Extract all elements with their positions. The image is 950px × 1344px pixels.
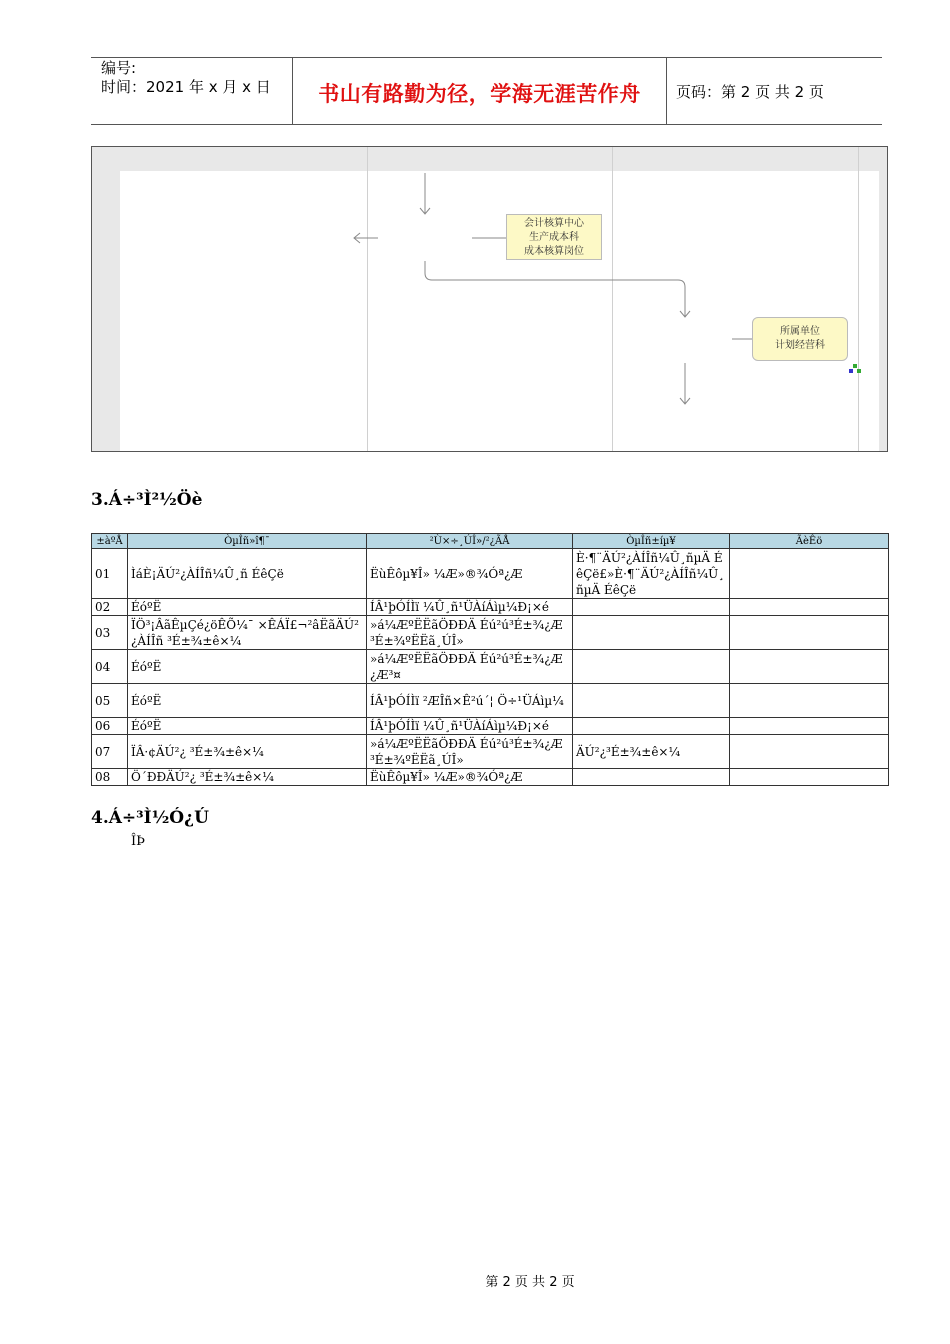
box-line: 计划经营科 xyxy=(775,340,825,351)
table-cell: ÉóºË xyxy=(128,718,367,735)
document-time-label: 时间：2021 年 x 月 x 日 xyxy=(101,78,271,96)
table-cell: »á¼ÆºËËãÖÐÐÄ Éú²ú³É±¾¿Æ ¿Æ³¤ xyxy=(367,650,573,684)
table-cell: Ö´ÐÐÄÚ²¿ ³É±¾±ê×¼ xyxy=(128,769,367,786)
table-cell: ÏÖ³¡ÂãÊµÇé¿öÊÕ¼¯ ×ÊÁÏ£¬²âËãÄÚ²¿ÀÍÎñ ³É±¾±ê×¼ xyxy=(128,616,367,650)
table-cell: 03 xyxy=(92,616,128,650)
column-header: ÒµÎñ±íµ¥ xyxy=(573,534,730,549)
page-footer: 第 2 页 共 2 页 xyxy=(485,1275,575,1290)
table-cell: ËùÊôµ¥Î» ¼Æ»®¾Óª¿Æ xyxy=(367,769,573,786)
table-cell: ÉóºË xyxy=(128,650,367,684)
table-cell: ÍÂ¹þÓÍÌï ¼Û¸ñ¹ÜÀíÁìµ¼Ð¡×é xyxy=(367,599,573,616)
process-steps-table xyxy=(91,533,889,786)
column-header: ÃèÊö xyxy=(730,534,889,549)
table-cell xyxy=(573,684,730,718)
section-4-content: ÎÞ xyxy=(131,834,145,849)
table-cell xyxy=(573,769,730,786)
flow-diagram xyxy=(91,146,888,452)
table-cell xyxy=(730,684,889,718)
header-motto: 书山有路勤为径，学海无涯苦作舟 xyxy=(318,82,641,106)
table-cell xyxy=(573,718,730,735)
table-cell xyxy=(730,549,889,599)
table-cell: ÏÂ·¢ÄÚ²¿ ³É±¾±ê×¼ xyxy=(128,735,367,769)
table-cell: 02 xyxy=(92,599,128,616)
table-cell: 01 xyxy=(92,549,128,599)
link-node-icon xyxy=(849,364,861,373)
process-box-cost-accounting xyxy=(506,214,602,260)
box-line: 生产成本科 xyxy=(529,232,579,243)
table-cell: »á¼ÆºËËãÖÐÐÄ Éú²ú³É±¾¿Æ ³É±¾ºËËã¸ÚÎ» xyxy=(367,616,573,650)
table-cell: ÍÂ¹þÓÍÌï ¼Û¸ñ¹ÜÀíÁìµ¼Ð¡×é xyxy=(367,718,573,735)
column-header: ²Ù×÷¸ÚÎ»/²¿ÃÅ xyxy=(367,534,573,549)
box-line: 会计核算中心 xyxy=(524,218,584,229)
header-divider-2 xyxy=(666,57,667,125)
table-cell: ÍÂ¹þÓÍÌï ²ÆÎñ×Ê²ú´¦ Ö÷¹ÜÁìµ¼ xyxy=(367,684,573,718)
table-row xyxy=(92,650,889,684)
table-cell xyxy=(730,599,889,616)
table-cell: ËùÊôµ¥Î» ¼Æ»®¾Óª¿Æ xyxy=(367,549,573,599)
connector-line xyxy=(425,261,685,317)
column-header: ±àºÅ xyxy=(92,534,128,549)
table-cell xyxy=(730,650,889,684)
table-row xyxy=(92,735,889,769)
table-cell: È·¶¨ÄÚ²¿ÀÍÎñ¼Û¸ñµÄ ÉêÇë£»È·¶¨ÄÚ²¿ÀÍÎñ¼Û¸ñµÄ ÉêÇë xyxy=(573,549,730,599)
table-cell: 08 xyxy=(92,769,128,786)
table-cell xyxy=(573,599,730,616)
table-cell: 05 xyxy=(92,684,128,718)
header-bottom-rule xyxy=(91,124,882,125)
table-cell xyxy=(730,769,889,786)
table-row xyxy=(92,549,889,599)
table-cell: »á¼ÆºËËãÖÐÐÄ Éú²ú³É±¾¿Æ ³É±¾ºËËã¸ÚÎ» xyxy=(367,735,573,769)
table-cell: ÄÚ²¿³É±¾±ê×¼ xyxy=(573,735,730,769)
table-cell: 06 xyxy=(92,718,128,735)
table-row xyxy=(92,718,889,735)
header-meta xyxy=(101,59,271,97)
table-row xyxy=(92,599,889,616)
table-header-row xyxy=(92,534,889,549)
column-header: ÒµÎñ»î¶¯ xyxy=(128,534,367,549)
table-cell: ÌáÈ¡ÄÚ²¿ÀÍÎñ¼Û¸ñ ÉêÇë xyxy=(128,549,367,599)
table-cell: 04 xyxy=(92,650,128,684)
table-cell: ÉóºË xyxy=(128,684,367,718)
table-cell xyxy=(730,735,889,769)
box-line: 所属单位 xyxy=(780,326,820,337)
table-cell xyxy=(730,616,889,650)
section-3-title: 3.Á÷³Ì²½Öè xyxy=(91,490,203,510)
table-row xyxy=(92,616,889,650)
table-row xyxy=(92,769,889,786)
header-page-number: 页码：第 2 页 共 2 页 xyxy=(676,83,824,101)
section-4-title: 4.Á÷³Ì½Ó¿Ú xyxy=(91,808,209,828)
header-top-rule xyxy=(91,57,882,58)
document-number-label: 编号: xyxy=(101,59,137,77)
process-box-planning xyxy=(752,317,848,361)
table-cell xyxy=(730,718,889,735)
table-cell xyxy=(573,650,730,684)
table-cell: 07 xyxy=(92,735,128,769)
box-line: 成本核算岗位 xyxy=(524,246,584,257)
table-cell xyxy=(573,616,730,650)
diagram-connectors xyxy=(92,147,889,453)
table-row xyxy=(92,684,889,718)
table-cell: ÉóºË xyxy=(128,599,367,616)
